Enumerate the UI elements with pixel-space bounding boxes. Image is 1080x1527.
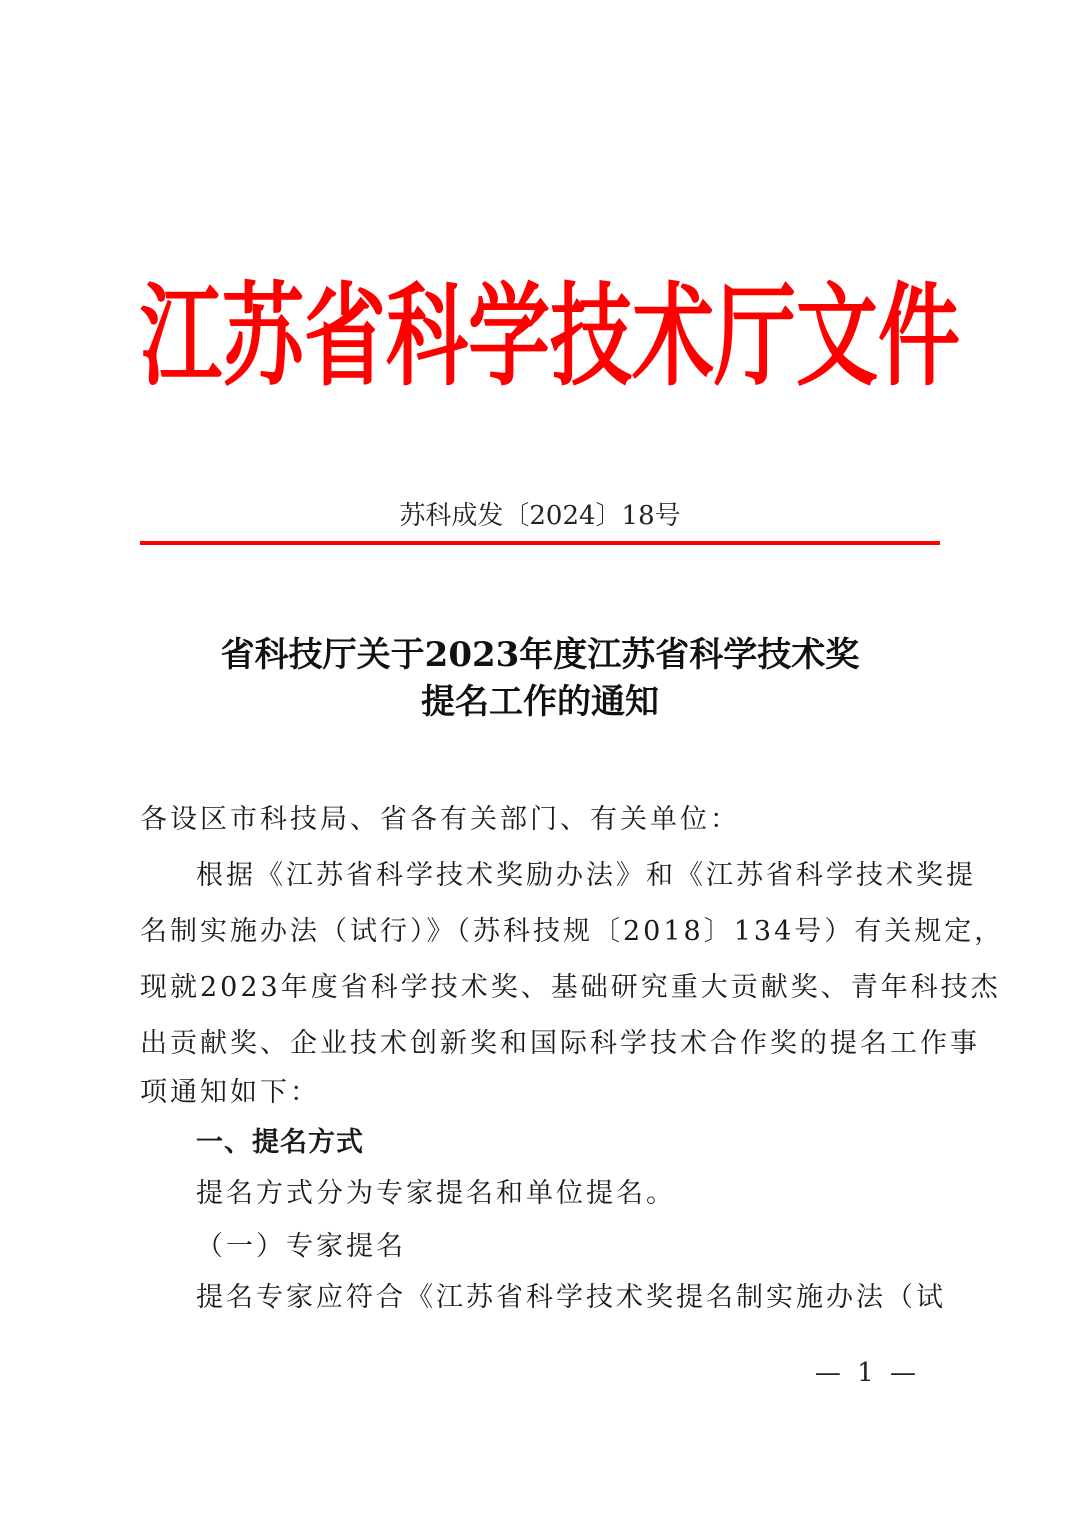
paragraph-1-line-5: 项通知如下： (140, 1077, 320, 1108)
red-divider-rule (140, 541, 940, 545)
section-1-text: 提名方式分为专家提名和单位提名。 (196, 1178, 676, 1209)
salutation: 各设区市科技局、省各有关部门、有关单位： (140, 804, 740, 835)
paragraph-1-line-1: 根据《江苏省科学技术奖励办法》和《江苏省科学技术奖提 (196, 860, 976, 891)
section-1-heading: 一、提名方式 (196, 1127, 364, 1158)
paragraph-1-line-4: 出贡献奖、企业技术创新奖和国际科学技术合作奖的提名工作事 (140, 1028, 980, 1059)
subsection-1-text: 提名专家应符合《江苏省科学技术奖提名制实施办法（试 (196, 1282, 946, 1313)
document-number: 苏科成发〔2024〕18号 (399, 501, 681, 531)
document-title-line-1: 省科技厅关于2023年度江苏省科学技术奖 (220, 635, 860, 675)
paragraph-1-line-3: 现就2023年度省科学技术奖、基础研究重大贡献奖、青年科技杰 (140, 972, 1001, 1003)
document-title-line-2: 提名工作的通知 (421, 682, 659, 722)
masthead-title: 江苏省科学技术厅文件 (140, 273, 961, 402)
paragraph-1-line-2: 名制实施办法（试行）》（苏科技规〔2018〕134号）有关规定， (140, 916, 1005, 947)
subsection-1-heading: （一）专家提名 (196, 1231, 406, 1262)
document-title (140, 632, 940, 726)
page-number: — 1 — (814, 1358, 920, 1388)
